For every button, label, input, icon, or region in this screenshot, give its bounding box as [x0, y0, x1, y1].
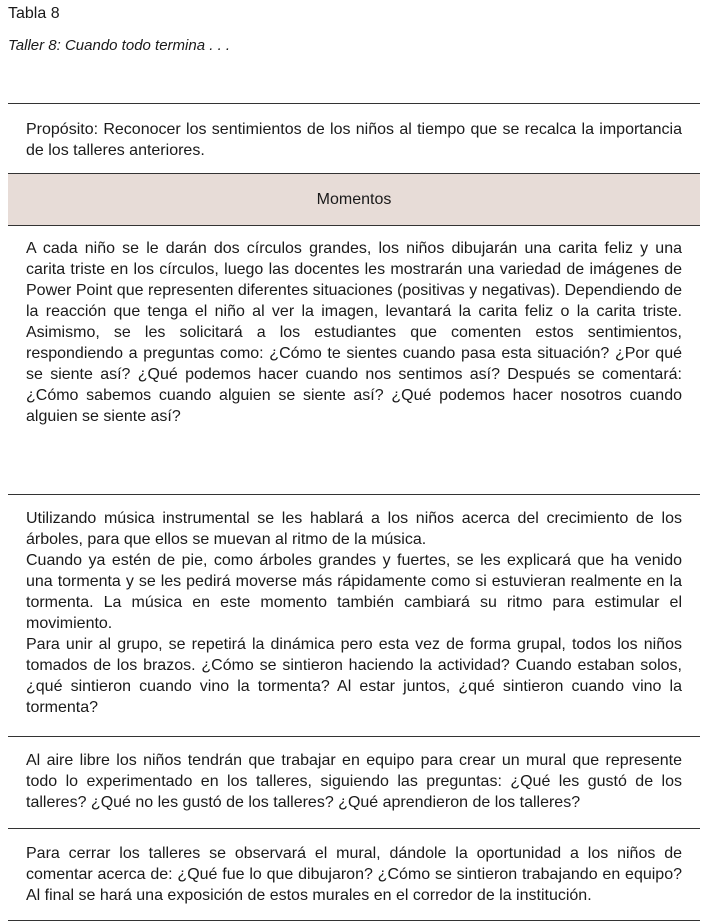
moment-paragraph: Para unir al grupo, se repetirá la dinámica pero esta vez de forma grupal, todos los niños tomados de los brazos. ¿Cómo se sintieron haciendo la actividad? Cuando estaban solos, ¿qué sintieron cuando vino la tormenta? Al estar juntos, ¿qué sintieron cuando vino la tormenta? — [26, 636, 682, 716]
moments-header: Momentos — [316, 191, 392, 208]
moment-paragraph: Al aire libre los niños tendrán que trabajar en equipo para crear un mural que represente todo lo experimentado en los talleres, siguiendo las preguntas: ¿Qué les gustó de los talleres? ¿Qué no les gustó de los talleres? ¿Qué aprendieron de los talleres? — [26, 752, 682, 811]
moment-row-3 — [8, 737, 700, 829]
moments-header-row — [8, 174, 700, 226]
moment-row-2 — [8, 495, 700, 737]
workshop-table — [8, 103, 700, 921]
moment-text — [26, 843, 682, 906]
moment-paragraph: A cada niño se le darán dos círculos grandes, los niños dibujarán una carita feliz y una carita triste en los círculos, luego las docentes les mostrarán una variedad de imágenes de Power Point que representen diferentes situaciones (positivas y negativas). Dependiendo de la reacción que tenga el niño al ver la imagen, levantará la carita feliz o la carita triste. Asimismo, se les solicitará a los estudiantes que comenten estos sentimientos, respondiendo a preguntas como: ¿Cómo te sientes cuando pasa esta situación? ¿Por qué se siente así? ¿Qué podemos hacer cuando nos sentimos así? Después se comentará: ¿Cómo sabemos cuando alguien se siente así? ¿Qué podemos hacer nosotros cuando alguien se siente así? — [26, 240, 682, 425]
moment-text — [26, 508, 682, 718]
moment-paragraph: Utilizando música instrumental se les hablará a los niños acerca del crecimiento de los árboles, para que ellos se muevan al ritmo de la música. — [26, 510, 682, 548]
table-number: Tabla 8 — [8, 5, 60, 22]
moment-text — [26, 750, 682, 813]
purpose-text: Propósito: Reconocer los sentimientos de los niños al tiempo que se recalca la importancia de los talleres anteriores. — [26, 121, 682, 159]
purpose-row — [8, 104, 700, 174]
moment-paragraph: Cuando ya estén de pie, como árboles grandes y fuertes, se les explicará que ha venido una tormenta y se les pedirá moverse más rápidamente como si estuvieran realmente en la tormenta. La música en este momento también cambiará su ritmo para estimular el movimiento. — [26, 552, 682, 632]
moment-row-1 — [8, 226, 700, 495]
moment-text — [26, 238, 682, 427]
table-caption: Taller 8: Cuando todo termina . . . — [8, 37, 231, 54]
moment-paragraph: Para cerrar los talleres se observará el mural, dándole la oportunidad a los niños de comentar acerca de: ¿Qué fue lo que dibujaron? ¿Cómo se sintieron trabajando en equipo? Al final se hará una exposición de estos murales en el corredor de la institución. — [26, 845, 682, 904]
moment-row-4 — [8, 829, 700, 921]
